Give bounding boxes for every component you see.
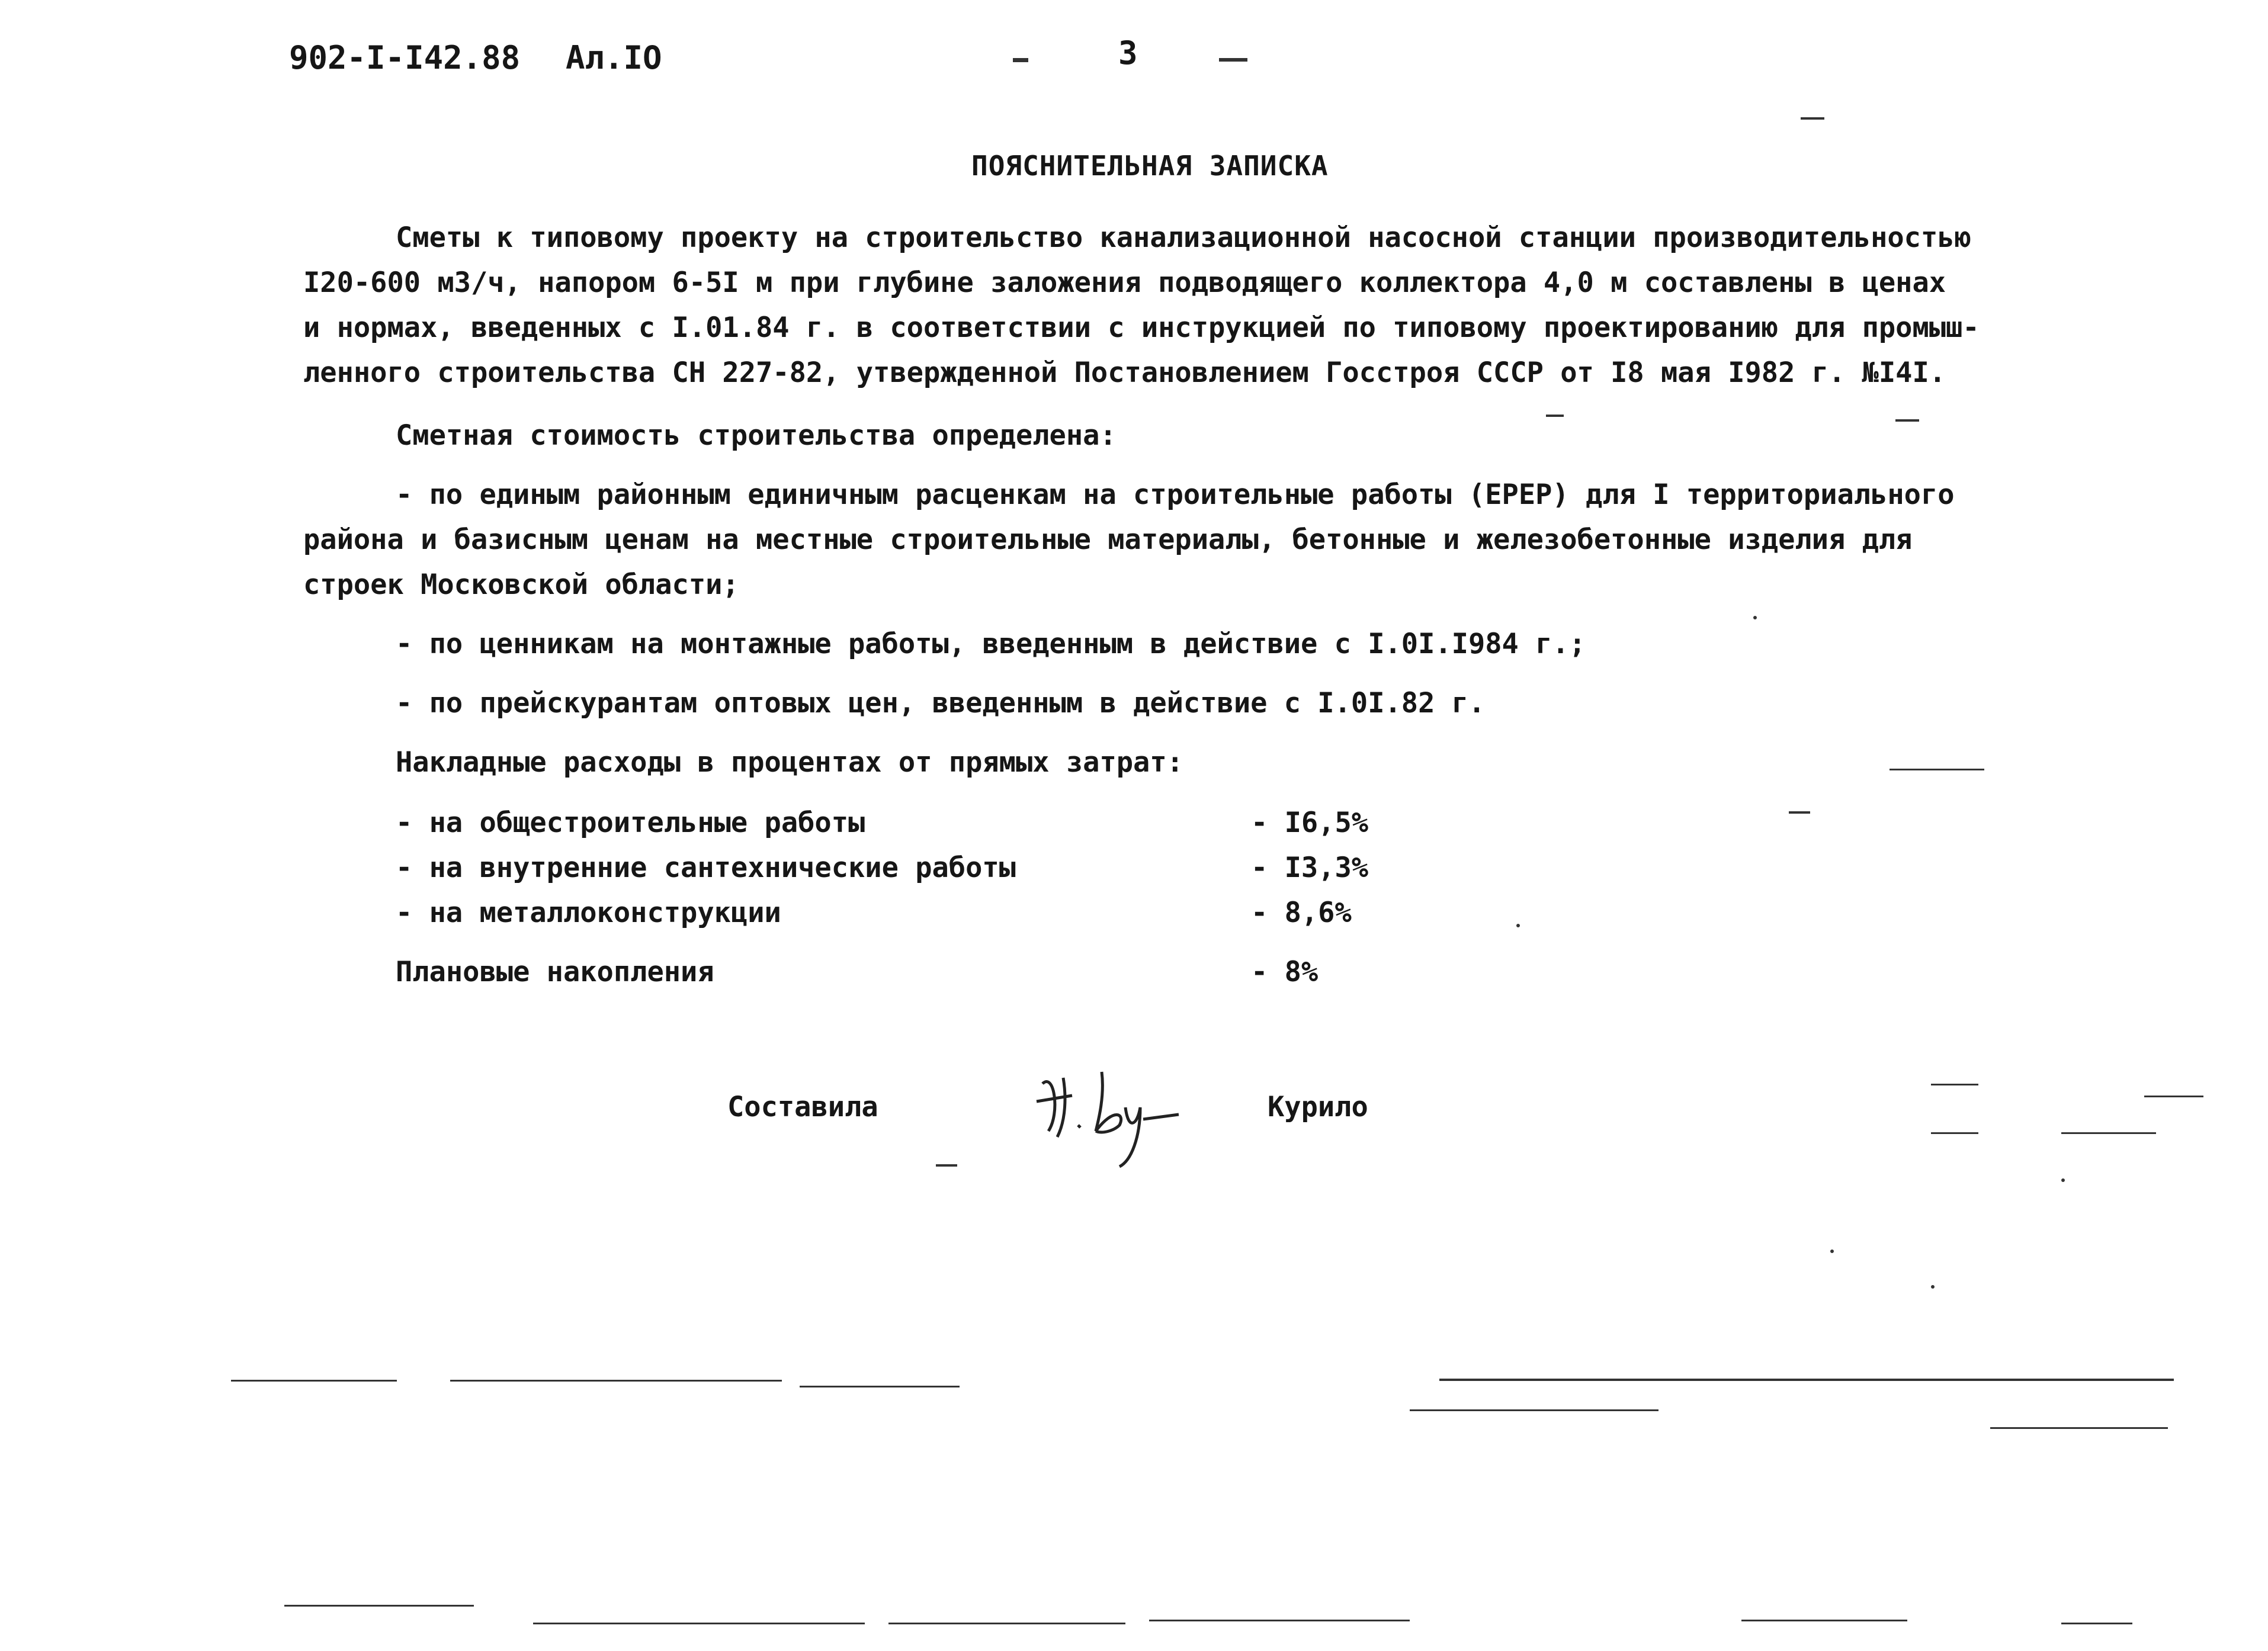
paragraph1-line1: Сметы к типовому проекту на строительство канализационной насосной станции производительностью bbox=[396, 221, 1971, 254]
bullet3: - по прейскурантам оптовых цен, введенным в действие с I.0I.82 г. bbox=[396, 687, 1486, 719]
scan-noise bbox=[1789, 811, 1810, 814]
planned-savings-value: - 8% bbox=[1251, 956, 1319, 988]
scan-noise bbox=[1546, 415, 1564, 417]
scan-noise bbox=[231, 1380, 397, 1382]
scan-noise bbox=[888, 1623, 1125, 1624]
scan-noise bbox=[1830, 1250, 1834, 1253]
overhead-row-label: - на внутренние сантехнические работы bbox=[396, 852, 1016, 884]
scan-noise bbox=[450, 1380, 782, 1382]
scan-noise bbox=[2061, 1623, 2132, 1624]
composed-by-label: Составила bbox=[727, 1091, 878, 1123]
cost-intro: Сметная стоимость строительства определена: bbox=[396, 419, 1117, 452]
scan-noise bbox=[1753, 616, 1757, 619]
overhead-row-value: - I3,3% bbox=[1251, 852, 1369, 884]
overhead-row-value: - 8,6% bbox=[1251, 897, 1352, 929]
overhead-heading: Накладные расходы в процентах от прямых затрат: bbox=[396, 746, 1183, 779]
scan-noise bbox=[1931, 1132, 1978, 1134]
scan-noise bbox=[1990, 1427, 2168, 1429]
doc-code: 902-I-I42.88 bbox=[289, 39, 521, 76]
bullet1-line2: района и базисным ценам на местные строительные материалы, бетонные и железобетонные изделия для bbox=[303, 523, 1913, 556]
scan-noise bbox=[936, 1164, 957, 1167]
planned-savings-label: Плановые накопления bbox=[396, 956, 714, 988]
scan-noise bbox=[1801, 117, 1824, 120]
page-number: 3 bbox=[1118, 34, 1138, 72]
scan-noise bbox=[2061, 1178, 2065, 1182]
bullet1-line1: - по единым районным единичным расценкам на строительные работы (ЕРЕР) для I территориального bbox=[396, 478, 1955, 511]
scan-noise bbox=[1013, 58, 1028, 62]
scan-noise bbox=[1439, 1379, 2174, 1381]
scan-noise bbox=[1890, 769, 1984, 770]
scan-noise bbox=[1219, 58, 1247, 62]
scan-noise bbox=[2061, 1132, 2156, 1134]
scan-noise bbox=[1931, 1084, 1978, 1085]
sheet-label: Ал.IO bbox=[566, 39, 662, 76]
scan-noise bbox=[800, 1386, 960, 1387]
document-title: ПОЯСНИТЕЛЬНАЯ ЗАПИСКА bbox=[971, 150, 1329, 182]
scan-noise bbox=[2144, 1096, 2203, 1097]
scan-noise bbox=[1895, 419, 1919, 422]
overhead-row-label: - на металлоконструкции bbox=[396, 897, 781, 929]
overhead-row-label: - на общестроительные работы bbox=[396, 807, 865, 839]
scan-noise bbox=[1149, 1620, 1410, 1621]
bullet2: - по ценникам на монтажные работы, введенным в действие с I.0I.I984 г.; bbox=[396, 628, 1586, 660]
scan-noise bbox=[284, 1605, 474, 1607]
paragraph1-line4: ленного строительства СН 227-82, утвержденной Постановлением Госстроя СССР от I8 мая I982 г. №I4I. bbox=[303, 356, 1946, 389]
scan-noise bbox=[533, 1623, 865, 1624]
handwritten-signature bbox=[1031, 1060, 1185, 1178]
bullet1-line3: строек Московской области; bbox=[303, 568, 739, 601]
overhead-row-value: - I6,5% bbox=[1251, 807, 1369, 839]
scan-noise bbox=[1410, 1409, 1659, 1411]
scan-noise bbox=[1741, 1620, 1907, 1621]
composer-name: Курило bbox=[1268, 1091, 1368, 1123]
scan-noise bbox=[1931, 1285, 1935, 1289]
scan-noise bbox=[1516, 924, 1520, 927]
paragraph1-line3: и нормах, введенных с I.01.84 г. в соответствии с инструкцией по типовому проектированию для промыш- bbox=[303, 311, 1980, 344]
paragraph1-line2: I20-600 м3/ч, напором 6-5I м при глубине заложения подводящего коллектора 4,0 м составлены в ценах bbox=[303, 266, 1946, 299]
